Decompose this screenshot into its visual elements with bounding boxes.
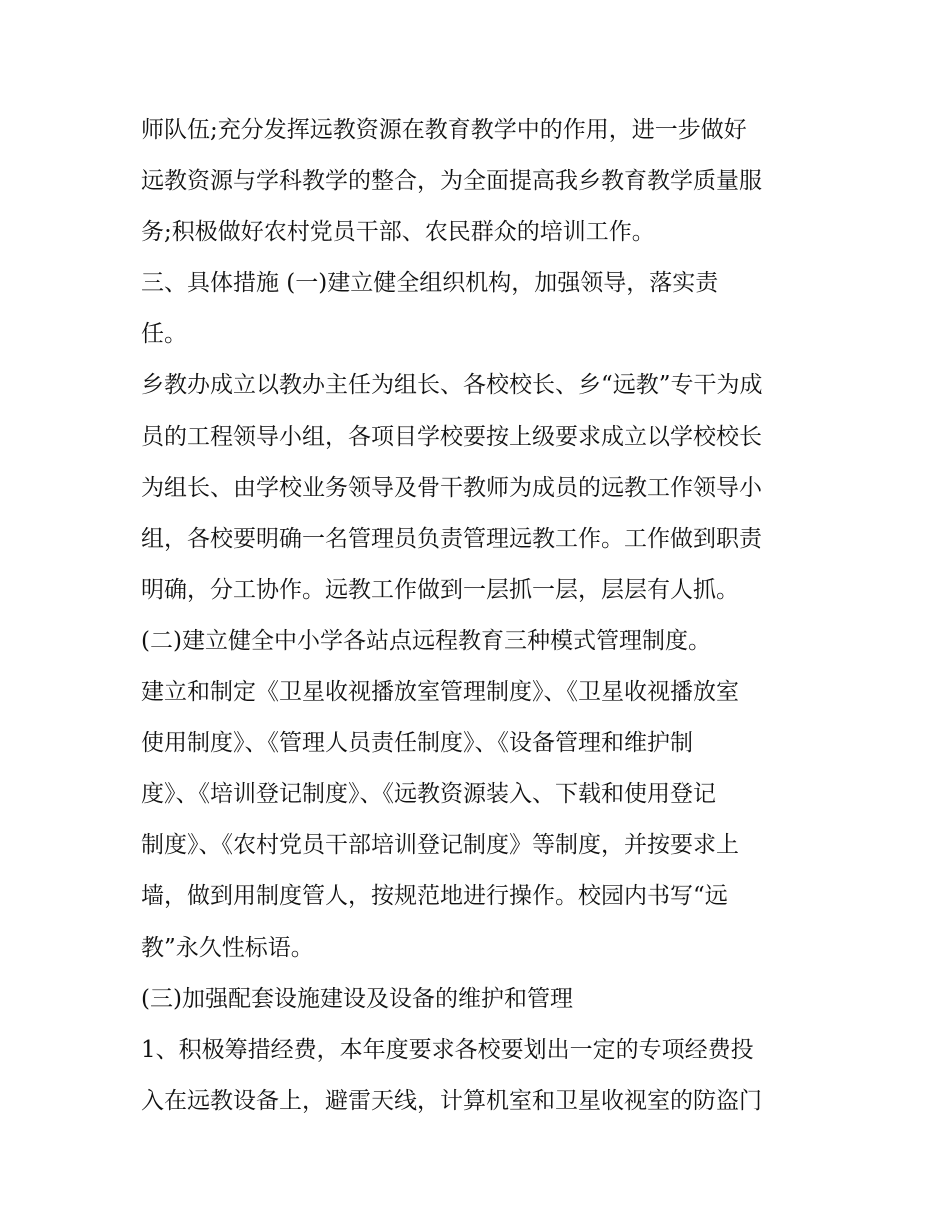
text-line: 教”永久性标语。	[141, 934, 314, 961]
subsection-heading-line: (三)加强配套设施建设及设备的维护和管理	[141, 985, 573, 1012]
text-line: 入在远教设备上，避雷天线，计算机室和卫星收视室的防盗门	[141, 1087, 762, 1114]
text-line: 乡教办成立以教办主任为组长、各校校长、乡“远教”专干为成	[141, 372, 763, 399]
text-line: 制度》、《农村党员干部培训登记制度》等制度，并按要求上	[141, 832, 739, 859]
text-line: 师队伍;充分发挥远教资源在教育教学中的作用，进一步做好	[141, 117, 747, 143]
text-line: 度》、《培训登记制度》、《远教资源装入、下载和使用登记	[141, 781, 716, 808]
text-line: 组，各校要明确一名管理员负责管理远教工作。工作做到职责	[141, 525, 762, 552]
text-line: 使用制度》、《管理人员责任制度》、《设备管理和维护制	[141, 730, 693, 757]
text-line: 员的工程领导小组，各项目学校要按上级要求成立以学校校长	[141, 423, 762, 450]
text-line: 远教资源与学科教学的整合，为全面提高我乡教育教学质量服	[141, 168, 762, 195]
text-line: 为组长、由学校业务领导及骨干教师为成员的远教工作领导小	[141, 474, 762, 501]
text-line: 明确，分工协作。远教工作做到一层抓一层，层层有人抓。	[141, 576, 739, 603]
text-line: 建立和制定《卫星收视播放室管理制度》、《卫星收视播放室	[141, 679, 739, 706]
text-line: 墙，做到用制度管人，按规范地进行操作。校园内书写“远	[141, 883, 728, 910]
text-line: 任。	[141, 321, 187, 348]
text-line: 务;积极做好农村党员干部、农民群众的培训工作。	[141, 219, 655, 246]
text-line: 1、积极筹措经费，本年度要求各校要划出一定的专项经费投	[141, 1036, 754, 1063]
body-text	[141, 112, 821, 1134]
section-heading-line: 三、具体措施 (一)建立健全组织机构，加强领导，落实责	[141, 270, 719, 297]
subsection-heading-line: (二)建立健全中小学各站点远程教育三种模式管理制度。	[141, 627, 711, 654]
